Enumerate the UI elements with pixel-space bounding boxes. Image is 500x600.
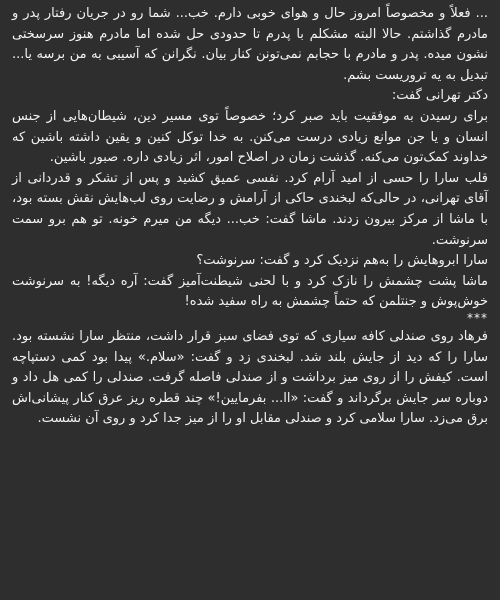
paragraph: قلب سارا را حسی از امید آرام کرد. نفسی عمیق کشید و پس از تشکر و قدردانی از آقای تهرانی، در حالی‌که لبخندی حاکی از آرامش و رضایت روی لب‌هایش نقش بسته بود، با ماشا از مرکز بیرون زدند. ماشا گفت: خب... دیگه من میرم خونه. تو هم برو سمت سرنوشت. <box>12 170 488 248</box>
section-separator: *** <box>467 310 488 325</box>
paragraph: ... فعلاً و مخصوصاً امروز حال و هوای خوبی دارم. خب... شما رو در جریان رفتار پدر و مادرم گذاشتم. حالا البته مشکلم با پدرم تا حدودی حل شده اما مادرم هنوز سرسختی نشون میده. پدر و مادرم با حجابم نمی‌تونن کنار بیان. نگرانن که آسیبی به من برسه یا... تبدیل به یه تروریست بشم. <box>12 6 488 83</box>
paragraph: فرهاد روی صندلی کافه سیاری که توی فضای سبز قرار داشت، منتظر سارا نشسته بود. سارا را که دید از جایش بلند شد. لبخندی زد و گفت: «سلام.» پیدا بود کمی دستپاچه است. کیفش را از روی میز برداشت و از صندلی فاصله گرفت. صندلی را کمی هل داد و دوباره سر جایش برگرداند و گفت: «اا... بفرمایین!» چند قطره ریز عرق کنار پیشانی‌اش برق می‌زد. سارا سلامی کرد و صندلی مقابل او را از میز جدا کرد و روی آن نشست. <box>12 328 488 427</box>
paragraph: دکتر تهرانی گفت: <box>391 88 488 104</box>
paragraph: ماشا پشت چشمش را نازک کرد و با لحنی شیطنت‌آمیز گفت: آره دیگه! به سرنوشت خوش‌پوش و جنتلمن که حتماً چشمش به راه سفید شده! <box>12 273 488 310</box>
paragraph: برای رسیدن به موفقیت باید صبر کرد؛ خصوصاً توی مسیر دین، شیطان‌هایی از جنس انسان و یا جن موانع زیادی درست می‌کنن. به خدا توکل کنین و یقین داشته باشین که خداوند کمک‌تون می‌کنه. گذشت زمان در اصلاح امور، اثر زیادی داره. صبور باشین. <box>12 108 488 166</box>
document-body <box>12 4 488 430</box>
paragraph: سارا ابروهایش را به‌هم نزدیک کرد و گفت: سرنوشت؟ <box>196 253 488 269</box>
